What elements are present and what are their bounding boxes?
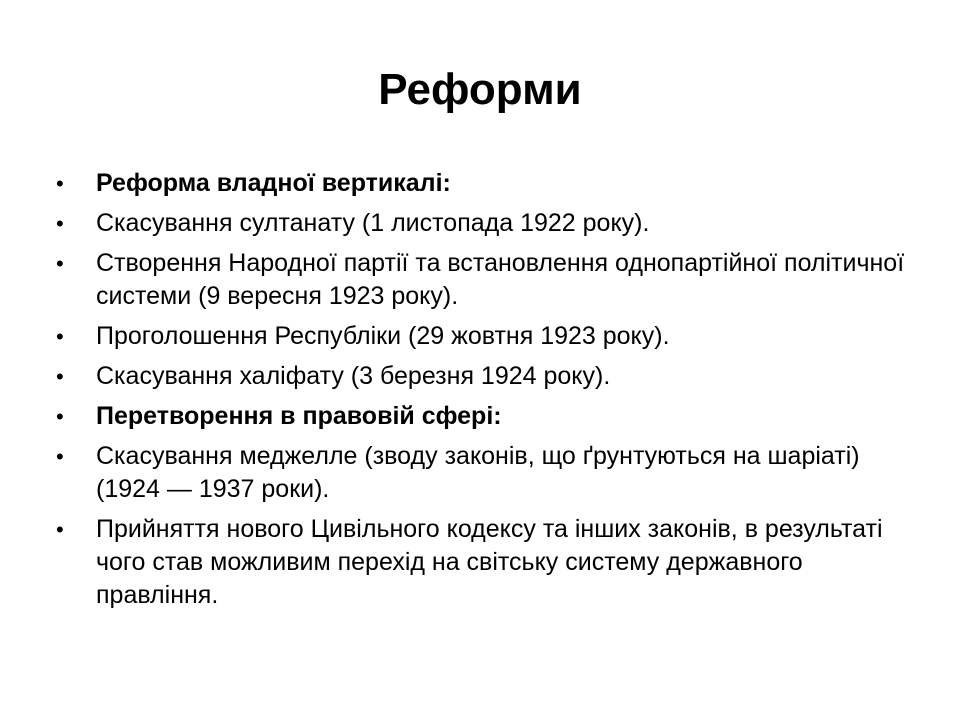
bullet-item [50,400,920,433]
bullet-item [50,167,920,200]
bullet-item [50,513,920,612]
bullet-dot-icon: • [56,404,64,429]
bullet-dot-icon: • [56,211,64,236]
bullet-item [50,320,920,353]
bullet-text: Прийняття нового Цивільного кодексу та інших законів, в результаті чого став можливим перехід на світську систему державного правління. [96,515,883,609]
slide-title: Реформи [378,65,582,114]
bullet-item [50,440,920,506]
bullet-dot-icon: • [56,364,64,389]
bullet-text: Скасування султанату (1 листопада 1922 року). [96,209,650,237]
bullet-text: Проголошення Республіки (29 жовтня 1923 року). [96,322,670,350]
bullet-item [50,207,920,240]
bullet-list [50,167,920,619]
bullet-dot-icon: • [56,251,64,276]
bullet-dot-icon: • [56,444,64,469]
bullet-text: Скасування меджелле (зводу законів, що ґрунтуються на шаріаті) (1924 — 1937 роки). [96,442,860,503]
bullet-item [50,360,920,393]
bullet-text: Реформа владної вертикалі: [96,169,451,197]
bullet-dot-icon: • [56,171,64,196]
bullet-dot-icon: • [56,324,64,349]
bullet-dot-icon: • [56,517,64,542]
bullet-text: Створення Народної партії та встановлення однопартійної політичної системи (9 вересня 1923 року). [96,249,905,310]
bullet-text: Перетворення в правовій сфері: [96,402,502,430]
bullet-text: Скасування халіфату (3 березня 1924 року). [96,362,611,390]
bullet-item [50,247,920,313]
